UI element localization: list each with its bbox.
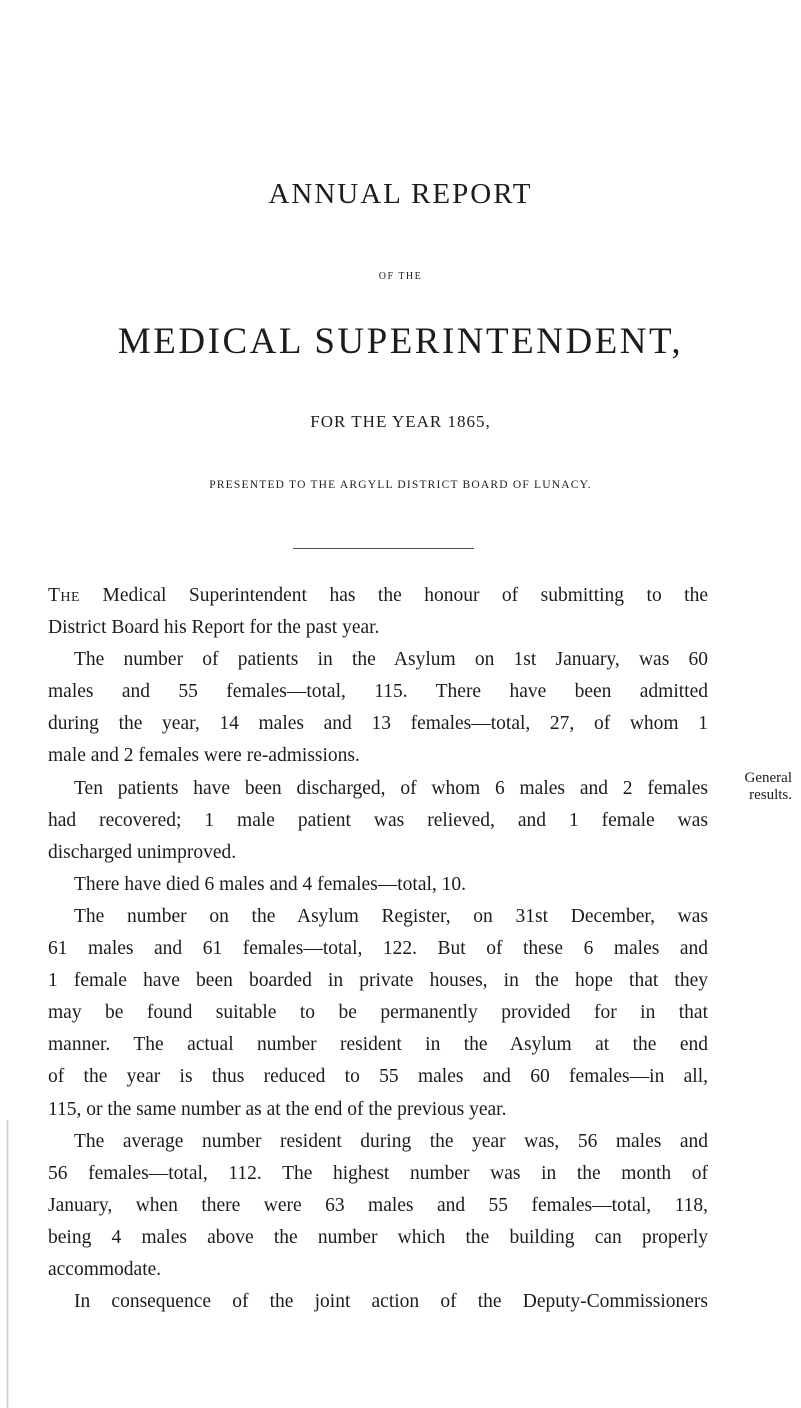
body-line-17: 115, or the same number as at the end of the previous year. xyxy=(48,1098,507,1120)
title-of-the: OF THE xyxy=(378,271,423,282)
body-line-12: 61 males and 61 females—total, 122. But of these 6 males and xyxy=(48,938,708,960)
body-line-9: discharged unimproved. xyxy=(48,841,237,863)
margin-note xyxy=(722,770,792,804)
body-line-10: There have died 6 males and 4 females—total, 10. xyxy=(74,873,467,895)
margin-note-line-1: General xyxy=(744,770,792,786)
body-line-18: The average number resident during the year was, 56 males and xyxy=(74,1130,708,1152)
body-line-8: had recovered; 1 male patient was relieved, and 1 female was xyxy=(48,809,708,831)
body-line-7: Ten patients have been discharged, of whom 6 males and 2 females xyxy=(74,777,708,799)
report-title: ANNUAL REPORT xyxy=(268,178,533,210)
section-divider xyxy=(293,548,474,549)
body-line-23: In consequence of the joint action of the Deputy-Commissioners xyxy=(74,1291,708,1313)
report-body xyxy=(48,580,708,1318)
report-subtitle: MEDICAL SUPERINTENDENT, xyxy=(117,321,684,362)
body-line-2: District Board his Report for the past year. xyxy=(48,617,380,639)
body-line-19: 56 females—total, 112. The highest number was in the month of xyxy=(48,1162,708,1184)
body-line-4: males and 55 females—total, 115. There have been admitted xyxy=(48,681,708,703)
page-edge-shadow xyxy=(6,1120,9,1408)
presented-line: PRESENTED TO THE ARGYLL DISTRICT BOARD OF LUNACY. xyxy=(209,479,592,491)
margin-note-line-2: results. xyxy=(749,787,792,803)
body-line-16: of the year is thus reduced to 55 males and 60 females—in all, xyxy=(48,1066,708,1088)
body-line-15: manner. The actual number resident in the Asylum at the end xyxy=(48,1034,708,1056)
body-line-20: January, when there were 63 males and 55 females—total, 118, xyxy=(48,1194,708,1216)
body-line-5: during the year, 14 males and 13 females—total, 27, of whom 1 xyxy=(48,713,708,735)
body-line-3: The number of patients in the Asylum on 1st January, was 60 xyxy=(74,649,708,671)
body-line-22: accommodate. xyxy=(48,1258,162,1280)
body-line-1: The Medical Superintendent has the honour of submitting to the xyxy=(48,585,708,606)
body-line-6: male and 2 females were re-admissions. xyxy=(48,745,360,767)
body-line-14: may be found suitable to be permanently provided for in that xyxy=(48,1002,708,1024)
lead-word: The xyxy=(48,585,81,606)
body-line-21: being 4 males above the number which the building can properly xyxy=(48,1226,708,1248)
body-line-13: 1 female have been boarded in private houses, in the hope that they xyxy=(48,970,708,992)
body-line-11: The number on the Asylum Register, on 31st December, was xyxy=(74,905,708,927)
report-year: FOR THE YEAR 1865, xyxy=(310,412,491,431)
